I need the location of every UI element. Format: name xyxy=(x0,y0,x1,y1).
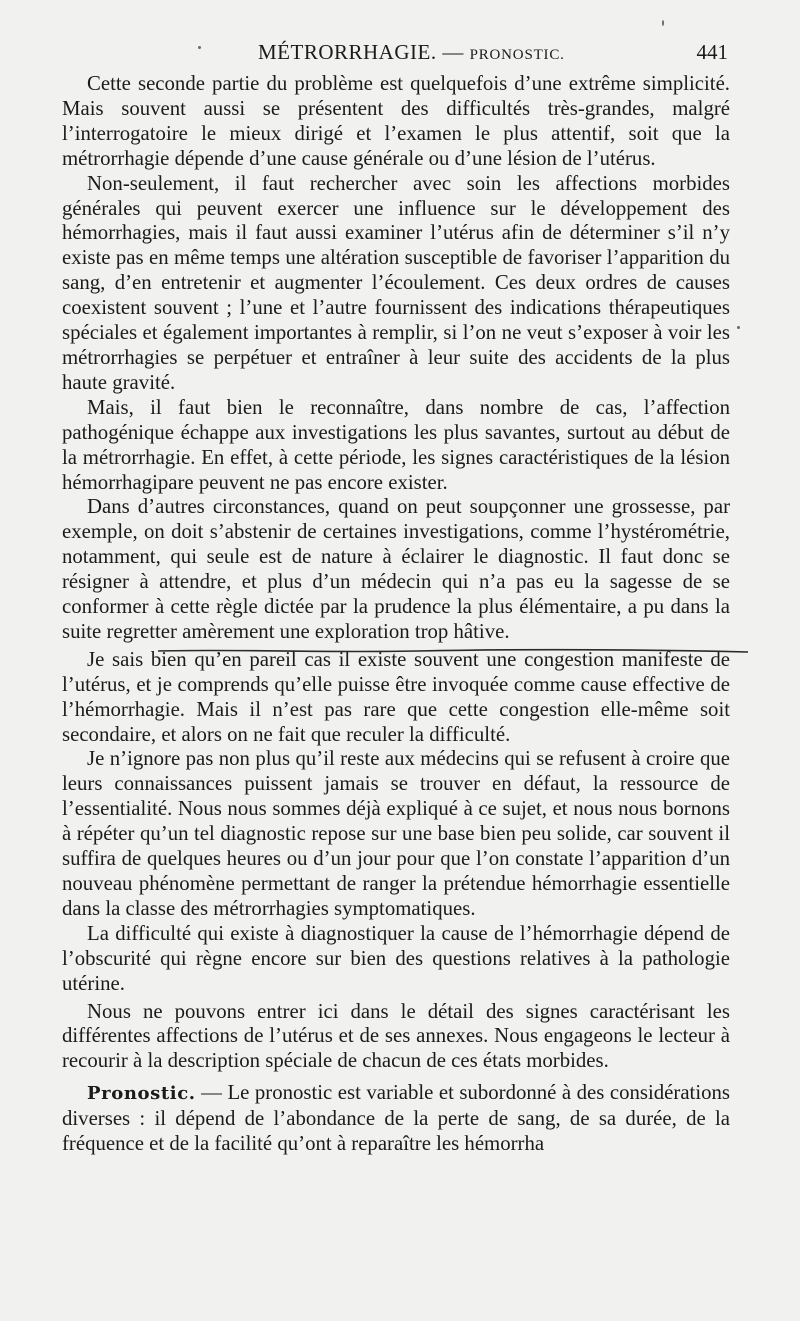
paragraph-4: Dans d’autres circonstances, quand on peut soupçonner une grossesse, par exemple, on doit s’abstenir de certaines investigations, comme l’hystérométrie, notamment, qui seule est de nature à éclairer le diagnostic. Il faut donc se résigner à attendre, et plus d’un médecin qui n’a pas eu la sagesse de se conformer à cette règle dictée par la prudence la plus élémentaire, a pu dans la suite regretter amèrement une exploration trop hâtive. xyxy=(62,495,730,643)
body-text xyxy=(62,72,730,1157)
pencil-underline xyxy=(158,648,748,654)
running-title-section: PRONOSTIC. xyxy=(469,47,565,63)
paragraph-6: Je n’ignore pas non plus qu’il reste aux médecins qui se refusent à croire que leurs connaissances puissent jamais se trouver en défaut, la ressource de l’essentialité. Nous nous sommes déjà expliqué à ce sujet, et nous nous bornons à répéter qu’un tel diagnostic repose sur une base bien peu solide, car souvent il suffira de quelques heures ou d’un jour pour que l’on constate l’apparition d’un nouveau phénomène permettant de ranger la prétendue hémorrhagie essentielle dans la classe des métrorrhagies symptomatiques. xyxy=(62,747,730,920)
paragraph-5: Je sais bien qu’en pareil cas il existe souvent une congestion manifeste de l’utérus, et je comprends qu’elle puisse être invoquée comme cause effective de l’hémorrhagie. Mais il n’est pas rare que cette congestion elle-même soit secondaire, et alors on ne fait que reculer la difficulté. xyxy=(62,647,730,746)
running-title-main: MÉTRORRHAGIE. — xyxy=(258,40,470,64)
paragraph-1: Cette seconde partie du problème est quelquefois d’une extrême simplicité. Mais souvent aussi se présentent des difficultés très-grandes, malgré l’interrogatoire le mieux dirigé et l’examen le plus attentif, soit que la métrorrhagie dépende d’une cause générale ou d’une lésion de l’utérus. xyxy=(62,72,730,170)
scan-speck xyxy=(737,326,740,329)
paragraph-8: Nous ne pouvons entrer ici dans le détail des signes caractérisant les différentes affections de l’utérus et de ses annexes. Nous engageons le lecteur à recourir à la description spéciale de chacun de ces états morbides. xyxy=(62,999,730,1073)
scan-speck xyxy=(662,20,664,26)
paragraph-7: La difficulté qui existe à diagnostiquer la cause de l’hémorrhagie dépend de l’obscurité qui règne encore sur bien des questions relatives à la pathologie utérine. xyxy=(62,921,730,995)
paragraph-3: Mais, il faut bien le reconnaître, dans nombre de cas, l’affection pathogénique échappe aux investigations les plus savantes, surtout au début de la métrorrhagie. En effet, à cette période, les signes caractéristiques de la lésion hémorrhagipare peuvent ne pas encore exister. xyxy=(62,395,730,494)
paragraph-2: Non-seulement, il faut rechercher avec soin les affections morbides générales qui peuvent exercer une influence sur le développement des hémorrhagies, mais il faut aussi examiner l’utérus afin de déterminer s’il n’y existe pas en même temps une altération susceptible de favoriser l’apparition du sang, d’en entretenir et augmenter l’écoulement. Ces deux ordres de causes coexistent souvent ; l’une et l’autre fournissent des indications thérapeutiques spéciales et également importantes à remplir, si l’on ne veut s’exposer à voir les métrorrhagies se perpétuer et entraîner à leur suite des accidents de la plus haute gravité. xyxy=(62,171,730,394)
prognosis-heading: Pronostic. xyxy=(87,1083,196,1105)
running-title xyxy=(258,40,565,65)
prognosis-paragraph xyxy=(62,1081,730,1157)
prognosis-text: — Le pronostic est variable et subordonné à des considérations diverses : il dépend de l’abondance de la perte de sang, de sa durée, de la fréquence et de la facilité qu’ont à reparaître les hémorrha xyxy=(62,1081,730,1156)
page-number: 441 xyxy=(696,40,728,64)
running-head xyxy=(62,40,730,70)
scan-speck xyxy=(198,46,201,49)
